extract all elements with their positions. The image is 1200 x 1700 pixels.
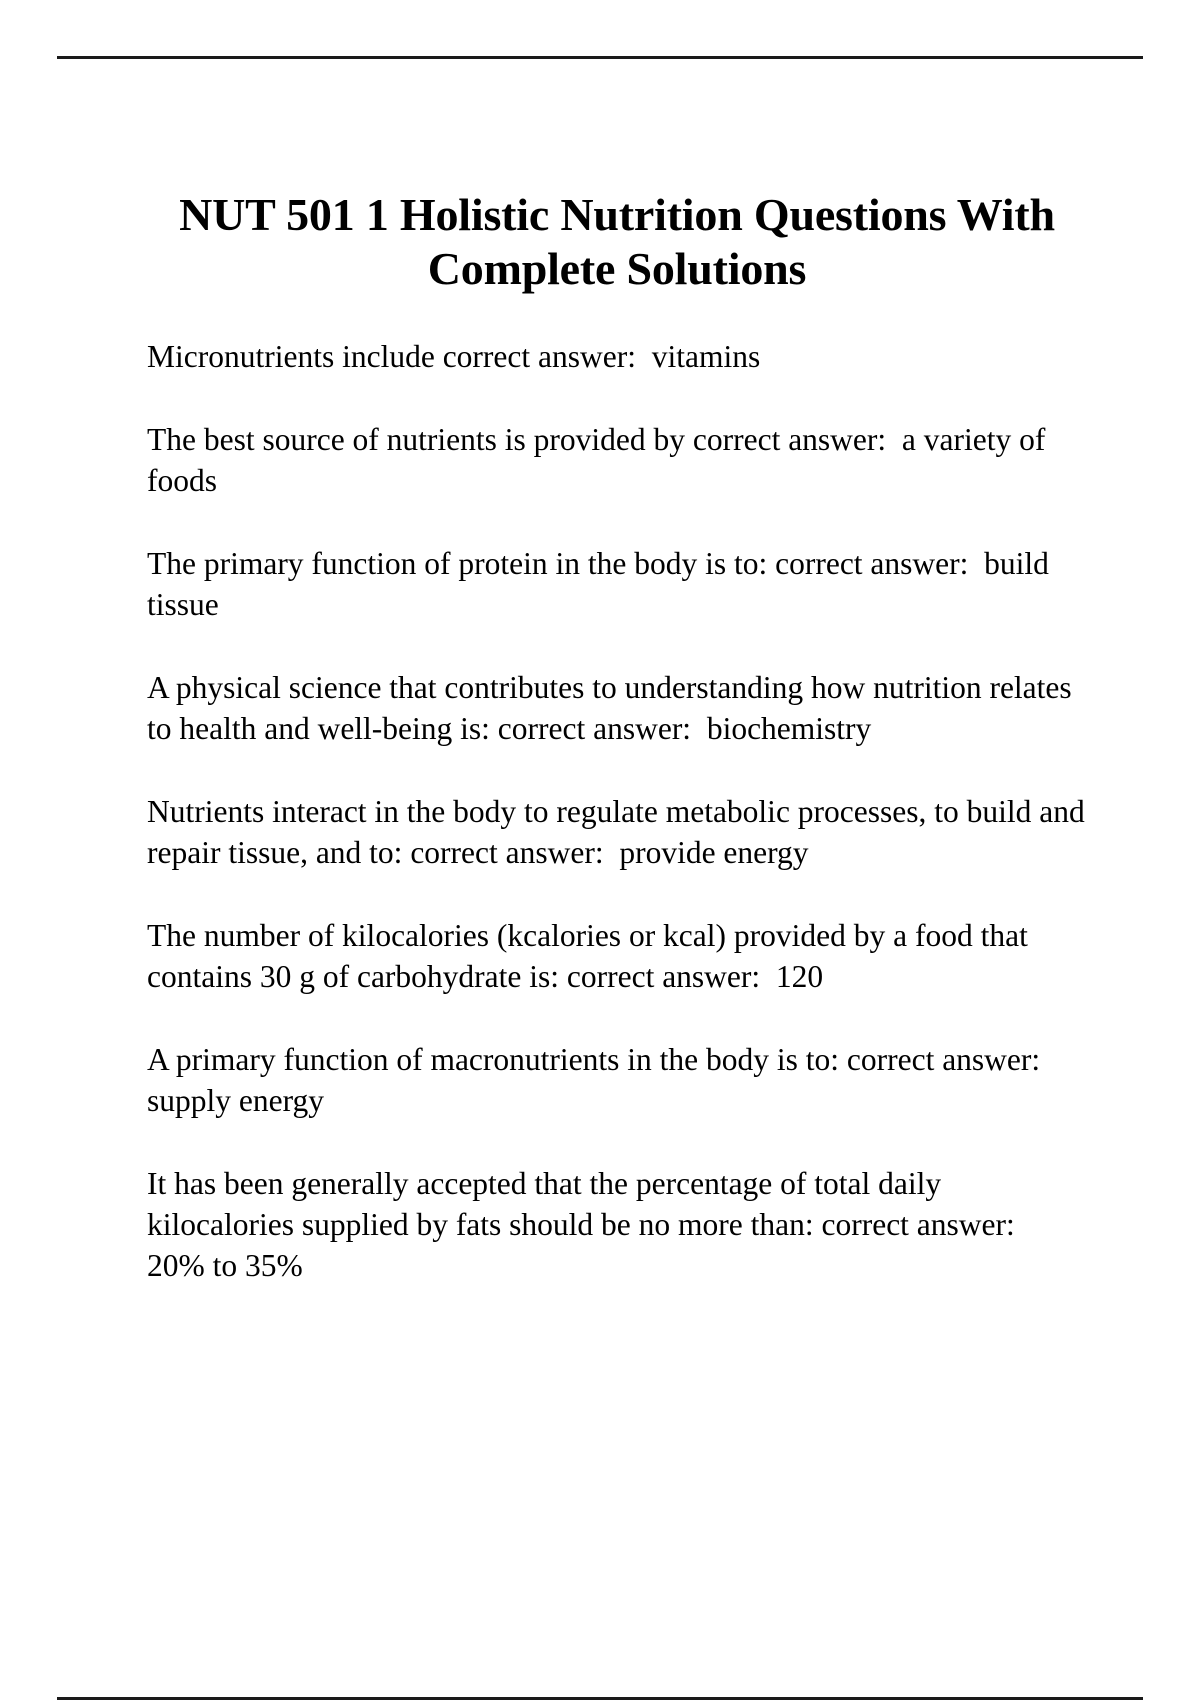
question-text: A physical science that contributes to understanding how nutrition relates to health and well-being is: <box>147 670 1072 746</box>
qa-item <box>147 1039 1087 1121</box>
answer-text: provide energy <box>619 835 809 870</box>
qa-item <box>147 915 1087 997</box>
question-text: Micronutrients include <box>147 339 435 374</box>
question-text: The best source of nutrients is provided by <box>147 422 686 457</box>
answer-label: correct answer: <box>497 711 692 746</box>
answer-text: a variety of foods <box>147 422 1046 498</box>
answer-label: correct answer: <box>846 1042 1041 1077</box>
qa-item <box>147 419 1087 501</box>
answer-text: vitamins <box>651 339 761 374</box>
answer-label: correct answer: <box>566 959 761 994</box>
question-text: It has been generally accepted that the percentage of total daily kilocalories supplied by fats should be no more than: <box>147 1166 942 1242</box>
qa-item <box>147 336 1087 377</box>
qa-item <box>147 791 1087 873</box>
question-text: The primary function of protein in the body is to: <box>147 546 768 581</box>
answer-label: correct answer: <box>692 422 887 457</box>
qa-item <box>147 1163 1087 1286</box>
document-page <box>147 188 1087 1328</box>
answer-label: correct answer: <box>775 546 969 581</box>
answer-text: 20% to 35% <box>147 1248 303 1283</box>
answer-text: supply energy <box>147 1083 325 1118</box>
question-text: Nutrients interact in the body to regulate metabolic processes, to build and repair tissue, and to: <box>147 794 1085 870</box>
top-divider <box>57 56 1143 59</box>
answer-text: biochemistry <box>706 711 872 746</box>
answer-text: 120 <box>775 959 824 994</box>
qa-list <box>147 336 1087 1286</box>
question-text: A primary function of macronutrients in the body is to: <box>147 1042 840 1077</box>
document-title: NUT 501 1 Holistic Nutrition Questions With Complete Solutions <box>179 189 1055 294</box>
qa-item <box>147 543 1087 625</box>
answer-text: build tissue <box>147 546 1049 622</box>
answer-label: correct answer: <box>410 835 604 870</box>
answer-label: correct answer: <box>442 339 636 374</box>
answer-label: correct answer: <box>821 1207 1015 1242</box>
question-text: The number of kilocalories (kcalories or kcal) provided by a food that contains 30 g of carbohydrate is: <box>147 918 1028 994</box>
qa-item <box>147 667 1087 749</box>
